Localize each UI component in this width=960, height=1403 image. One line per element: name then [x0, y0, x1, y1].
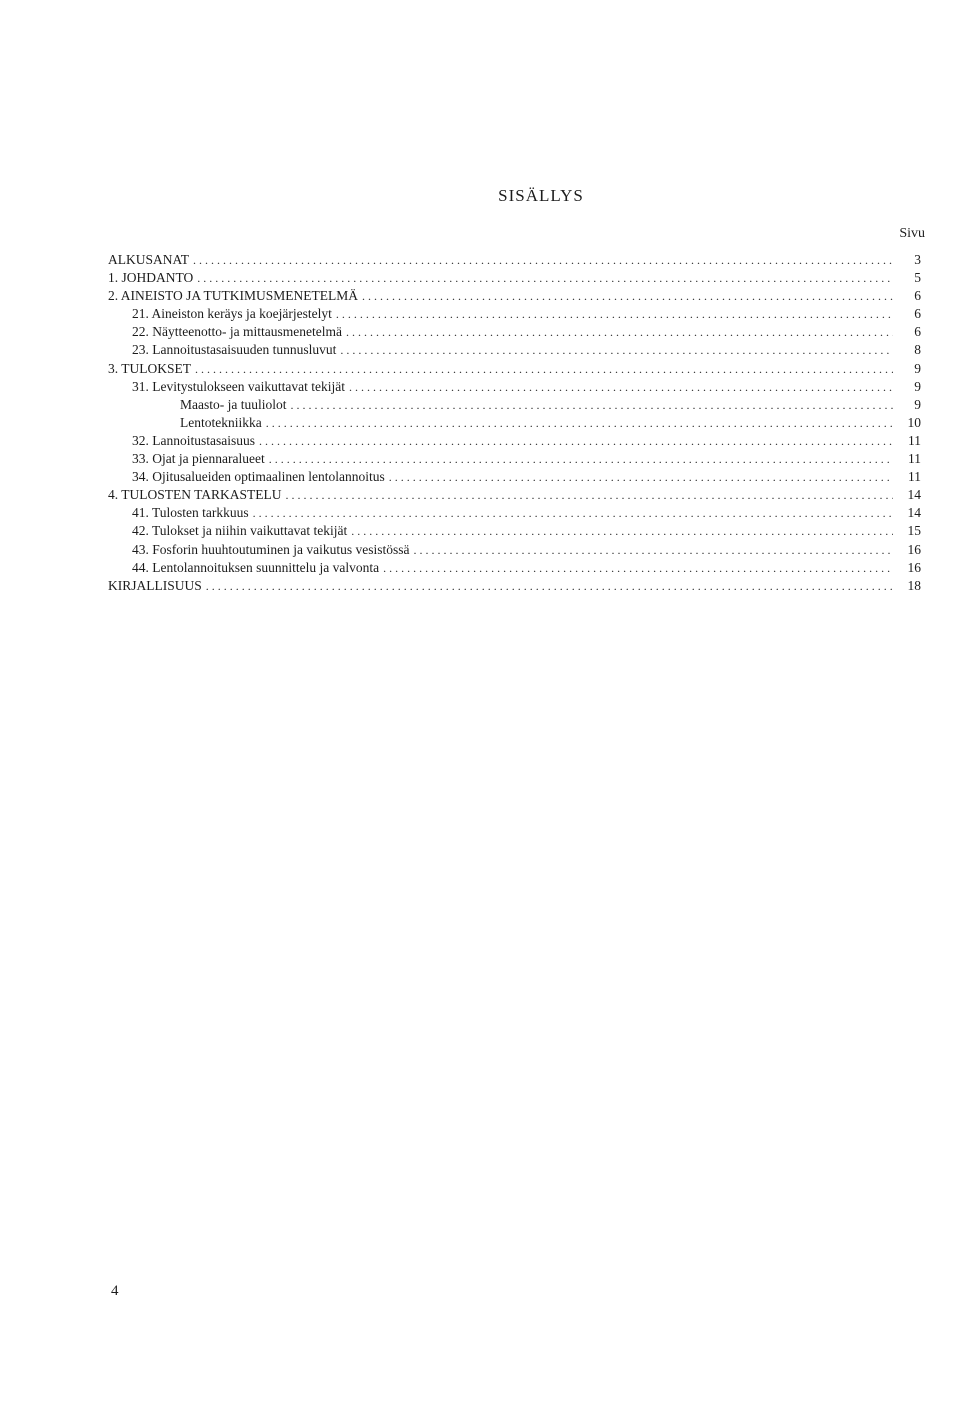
- toc-entry-page: 6: [914, 324, 921, 340]
- toc-entry-page: 10: [907, 414, 921, 430]
- leader-dots: [389, 468, 893, 486]
- toc-entry: [108, 287, 921, 305]
- leader-dots: [269, 450, 893, 468]
- toc-entry: [108, 432, 921, 450]
- toc-entry-page: 3: [914, 252, 921, 267]
- toc-entry-label: 22. Näytteenotto- ja mittausmenetelmä: [132, 324, 342, 340]
- toc-entry-label: 33. Ojat ja piennaralueet: [132, 451, 265, 467]
- toc-entry: [108, 559, 921, 577]
- toc-entry-page: 11: [908, 432, 921, 448]
- toc-entry: [108, 396, 921, 414]
- leader-dots: [197, 269, 893, 287]
- toc-entry-page: 6: [914, 288, 921, 304]
- toc-entry: [108, 305, 921, 323]
- leader-dots: [336, 305, 893, 323]
- toc-entry-page: 8: [914, 342, 921, 358]
- toc-entry: [108, 341, 921, 359]
- toc-entry: [108, 541, 921, 559]
- toc-entry: [108, 269, 921, 287]
- toc-entry-label: 4. TULOSTEN TARKASTELU: [108, 487, 282, 503]
- leader-dots: [414, 541, 894, 559]
- toc-entry: [108, 323, 921, 341]
- toc-entry-page: 11: [908, 451, 921, 467]
- toc-entry: [108, 522, 921, 540]
- leader-dots: [259, 432, 893, 450]
- leader-dots: [193, 251, 893, 269]
- toc-entry-label: 31. Levitystulokseen vaikuttavat tekijät: [132, 378, 345, 394]
- toc-entry-page: 14: [907, 505, 921, 521]
- toc-entry-page: 9: [914, 396, 921, 412]
- leader-dots: [340, 341, 893, 359]
- toc-entry-label: KIRJALLISUUS: [108, 577, 202, 593]
- toc-entry: [108, 504, 921, 522]
- toc-entry-page: 5: [914, 270, 921, 286]
- toc-entry: [108, 486, 921, 504]
- page-title: SISÄLLYS: [498, 186, 584, 205]
- toc-entry-label: 43. Fosforin huuhtoutuminen ja vaikutus vesistössä: [132, 541, 410, 557]
- toc-entry-page: 18: [907, 577, 921, 593]
- toc-entry: [108, 450, 921, 468]
- leader-dots: [253, 504, 893, 522]
- toc-entry-page: 11: [908, 469, 921, 485]
- toc-entry: [108, 577, 921, 595]
- toc-entry: [108, 414, 921, 432]
- toc-entry-label: 34. Ojitusalueiden optimaalinen lentolannoitus: [132, 469, 385, 485]
- toc-entry-label: ALKUSANAT: [108, 252, 189, 267]
- toc-entry-label: 44. Lentolannoituksen suunnittelu ja valvonta: [132, 559, 380, 575]
- leader-dots: [290, 396, 893, 414]
- leader-dots: [362, 287, 893, 305]
- toc-entry-page: 9: [914, 360, 921, 376]
- toc-entry-page: 9: [914, 378, 921, 394]
- toc-entry-label: 41. Tulosten tarkkuus: [132, 505, 249, 521]
- leader-dots: [346, 323, 893, 341]
- leader-dots: [351, 522, 893, 540]
- toc-entry-page: 14: [907, 487, 921, 503]
- leader-dots: [195, 360, 893, 378]
- toc-entry-page: 16: [907, 541, 921, 557]
- toc-entry-label: 23. Lannoitustasaisuuden tunnusluvut: [132, 342, 337, 358]
- leader-dots: [383, 559, 893, 577]
- page-column-header: Sivu: [899, 226, 925, 241]
- leader-dots: [266, 414, 893, 432]
- toc-entry-page: 6: [914, 306, 921, 322]
- toc-entry-label: 1. JOHDANTO: [108, 270, 194, 286]
- toc-entry-page: 16: [907, 559, 921, 575]
- leader-dots: [349, 378, 893, 396]
- toc-entry: [108, 251, 921, 269]
- toc-entry-label: 21. Aineiston keräys ja koejärjestelyt: [132, 306, 332, 322]
- toc-entry-label: Lentotekniikka: [180, 414, 262, 430]
- leader-dots: [206, 577, 893, 595]
- table-of-contents: [108, 251, 921, 595]
- page-number: 4: [111, 1283, 119, 1299]
- toc-entry: [108, 360, 921, 378]
- leader-dots: [286, 486, 893, 504]
- toc-entry-label: 2. AINEISTO JA TUTKIMUSMENETELMÄ: [108, 288, 359, 304]
- toc-entry-page: 15: [907, 523, 921, 539]
- toc-entry: [108, 378, 921, 396]
- toc-entry: [108, 468, 921, 486]
- toc-entry-label: Maasto- ja tuuliolot: [180, 396, 287, 412]
- toc-entry-label: 3. TULOKSET: [108, 360, 191, 376]
- toc-entry-label: 42. Tulokset ja niihin vaikuttavat tekijät: [132, 523, 348, 539]
- toc-entry-label: 32. Lannoitustasaisuus: [132, 432, 255, 448]
